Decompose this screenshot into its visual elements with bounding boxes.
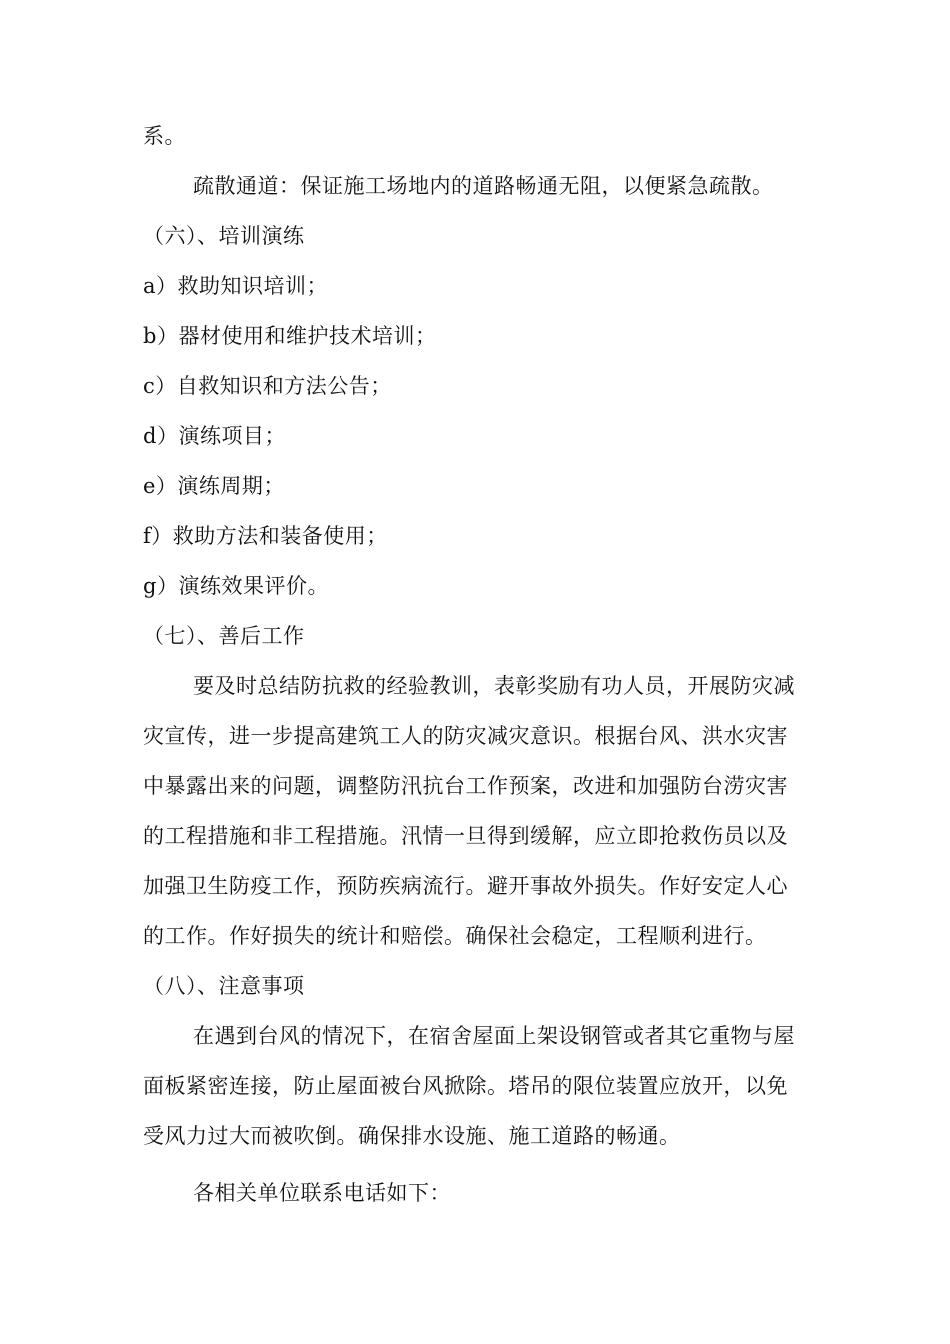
paragraph-contacts-intro: 各相关单位联系电话如下：	[193, 1181, 451, 1205]
list-item-b: b）器材使用和维护技术培训；	[143, 324, 437, 348]
paragraph-precautions-line-2: 面板紧密连接，防止屋面被台风掀除。塔吊的限位装置应放开，以免	[143, 1074, 788, 1098]
section-heading-training: （六）、培训演练	[143, 224, 305, 248]
paragraph-precautions-line-1: 在遇到台风的情况下，在宿舍屋面上架设钢管或者其它重物与屋	[193, 1024, 795, 1048]
list-item-e: e）演练周期；	[143, 474, 285, 498]
paragraph-precautions-line-3: 受风力过大而被吹倒。确保排水设施、施工道路的畅通。	[143, 1124, 681, 1148]
list-item-c: c）自救知识和方法公告；	[143, 374, 392, 398]
paragraph-aftermath-line-5: 加强卫生防疫工作，预防疾病流行。避开事故外损失。作好安定人心	[143, 874, 788, 898]
list-item-g: g）演练效果评价。	[143, 574, 329, 598]
section-heading-precautions: （八）、注意事项	[143, 974, 305, 998]
list-item-f: f）救助方法和装备使用；	[143, 524, 388, 548]
paragraph-aftermath-line-2: 灾宣传，进一步提高建筑工人的防灾减灾意识。根据台风、洪水灾害	[143, 724, 788, 748]
section-heading-aftermath: （七）、善后工作	[143, 624, 305, 648]
paragraph-aftermath-line-3: 中暴露出来的问题，调整防汛抗台工作预案，改进和加强防台涝灾害	[143, 774, 788, 798]
list-item-a: a）救助知识培训；	[143, 274, 329, 298]
paragraph-aftermath-line-4: 的工程措施和非工程措施。汛情一旦得到缓解，应立即抢救伤员以及	[143, 824, 788, 848]
paragraph-evacuation-route: 疏散通道：保证施工场地内的道路畅通无阻，以便紧急疏散。	[193, 174, 774, 198]
list-item-d: d）演练项目；	[143, 424, 286, 448]
text-line-continuation: 系。	[143, 124, 186, 148]
paragraph-aftermath-line-6: 的工作。作好损失的统计和赔偿。确保社会稳定，工程顺利进行。	[143, 924, 767, 948]
paragraph-aftermath-line-1: 要及时总结防抗救的经验教训，表彰奖励有功人员，开展防灾减	[193, 674, 795, 698]
